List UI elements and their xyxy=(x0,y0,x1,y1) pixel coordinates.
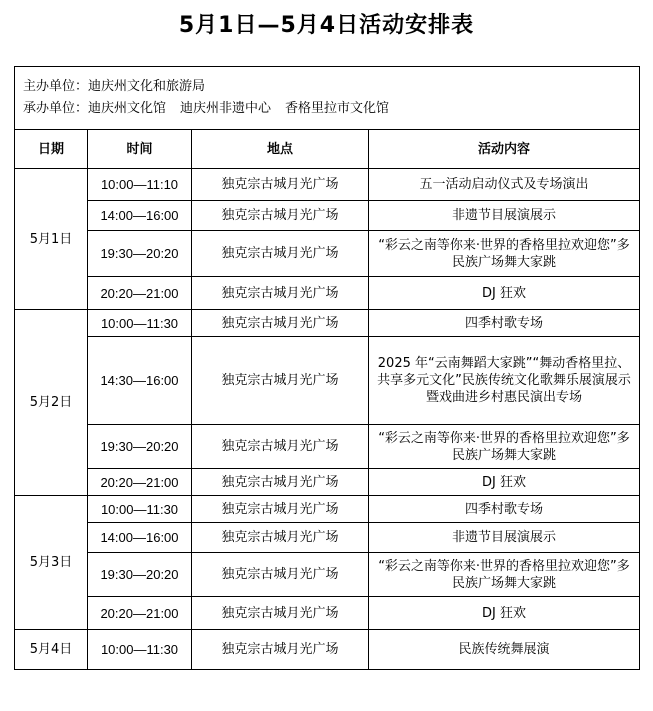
place-cell: 独克宗古城月光广场 xyxy=(192,496,369,523)
date-cell: 5月2日 xyxy=(15,310,88,496)
table-row xyxy=(15,231,640,277)
place-cell: 独克宗古城月光广场 xyxy=(192,277,369,310)
date-cell: 5月3日 xyxy=(15,496,88,630)
page-title: 5月1日—5月4日活动安排表 xyxy=(178,13,475,38)
place-cell: 独克宗古城月光广场 xyxy=(192,523,369,553)
content-cell: “彩云之南等你来·世界的香格里拉欢迎您”多民族广场舞大家跳 xyxy=(369,553,640,597)
co-organizer-2: 迪庆州非遗中心 xyxy=(180,101,272,116)
time-cell: 10:00—11:30 xyxy=(88,496,192,523)
date-cell: 5月4日 xyxy=(15,630,88,670)
table-row xyxy=(15,169,640,201)
host-name: 迪庆州文化和旅游局 xyxy=(88,79,206,94)
content-cell: 非遗节目展演展示 xyxy=(369,201,640,231)
date-cell: 5月1日 xyxy=(15,169,88,310)
content-cell: DJ 狂欢 xyxy=(369,469,640,496)
place-cell: 独克宗古城月光广场 xyxy=(192,597,369,630)
header-place: 地点 xyxy=(192,130,369,169)
time-cell: 14:00—16:00 xyxy=(88,201,192,231)
table-row xyxy=(15,310,640,337)
time-cell: 20:20—21:00 xyxy=(88,469,192,496)
place-cell: 独克宗古城月光广场 xyxy=(192,337,369,425)
co-organizer-1: 迪庆州文化馆 xyxy=(88,101,167,116)
table-row xyxy=(15,496,640,523)
time-cell: 14:00—16:00 xyxy=(88,523,192,553)
table-row xyxy=(15,469,640,496)
organizer-cell xyxy=(15,67,640,130)
place-cell: 独克宗古城月光广场 xyxy=(192,469,369,496)
header-row xyxy=(15,130,640,169)
time-cell: 20:20—21:00 xyxy=(88,277,192,310)
table-row xyxy=(15,277,640,310)
header-date: 日期 xyxy=(15,130,88,169)
table-row xyxy=(15,337,640,425)
co-label: 承办单位： xyxy=(23,101,89,116)
time-cell: 14:30—16:00 xyxy=(88,337,192,425)
time-cell: 20:20—21:00 xyxy=(88,597,192,630)
host-line xyxy=(23,76,631,98)
place-cell: 独克宗古城月光广场 xyxy=(192,231,369,277)
table-row xyxy=(15,201,640,231)
co-organizer-3: 香格里拉市文化馆 xyxy=(285,101,390,116)
content-cell: DJ 狂欢 xyxy=(369,597,640,630)
place-cell: 独克宗古城月光广场 xyxy=(192,630,369,670)
content-cell: 五一活动启动仪式及专场演出 xyxy=(369,169,640,201)
co-line xyxy=(23,98,631,120)
place-cell: 独克宗古城月光广场 xyxy=(192,310,369,337)
content-cell: 2025 年“云南舞蹈大家跳”“舞动香格里拉、共享多元文化”民族传统文化歌舞乐展演展示暨戏曲进乡村惠民演出专场 xyxy=(369,337,640,425)
time-cell: 10:00—11:30 xyxy=(88,310,192,337)
content-cell: “彩云之南等你来·世界的香格里拉欢迎您”多民族广场舞大家跳 xyxy=(369,425,640,469)
table-row xyxy=(15,630,640,670)
table-row xyxy=(15,523,640,553)
place-cell: 独克宗古城月光广场 xyxy=(192,169,369,201)
schedule-table xyxy=(14,66,640,670)
content-cell: 民族传统舞展演 xyxy=(369,630,640,670)
content-cell: 四季村歌专场 xyxy=(369,496,640,523)
table-row xyxy=(15,597,640,630)
content-cell: “彩云之南等你来·世界的香格里拉欢迎您”多民族广场舞大家跳 xyxy=(369,231,640,277)
table-row xyxy=(15,425,640,469)
organizer-row xyxy=(15,67,640,130)
place-cell: 独克宗古城月光广场 xyxy=(192,553,369,597)
header-time: 时间 xyxy=(88,130,192,169)
content-cell: DJ 狂欢 xyxy=(369,277,640,310)
time-cell: 19:30—20:20 xyxy=(88,553,192,597)
content-cell: 非遗节目展演展示 xyxy=(369,523,640,553)
table-row xyxy=(15,553,640,597)
time-cell: 19:30—20:20 xyxy=(88,231,192,277)
place-cell: 独克宗古城月光广场 xyxy=(192,425,369,469)
content-cell: 四季村歌专场 xyxy=(369,310,640,337)
time-cell: 19:30—20:20 xyxy=(88,425,192,469)
place-cell: 独克宗古城月光广场 xyxy=(192,201,369,231)
time-cell: 10:00—11:30 xyxy=(88,630,192,670)
host-label: 主办单位： xyxy=(23,79,89,94)
time-cell: 10:00—11:10 xyxy=(88,169,192,201)
header-content: 活动内容 xyxy=(369,130,640,169)
